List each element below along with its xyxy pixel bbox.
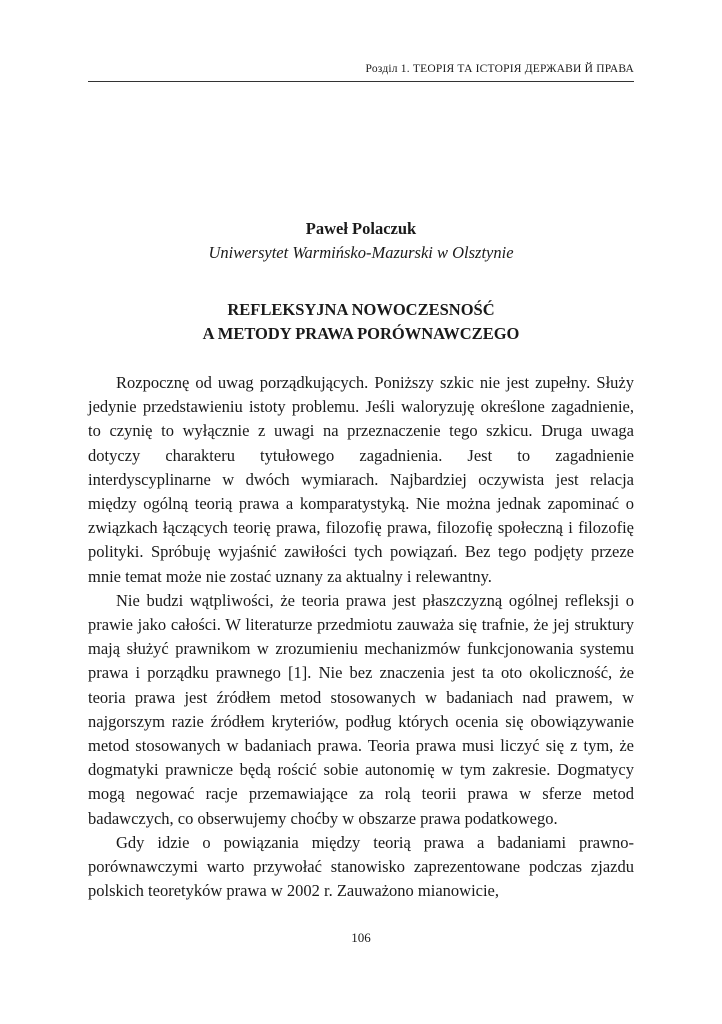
author-block — [88, 217, 634, 265]
paragraph-1: Rozpocznę od uwag porządkujących. Poniższy szkic nie jest zupełny. Służy jedynie przedstawieniu istoty problemu. Jeśli waloryzuję określone zagadnienie, to czynię to wyłącznie z uwagi na przeznaczenie tego szkicu. Druga uwaga dotyczy charakteru tytułowego zagadnienia. Jest to zagadnienie interdyscyplinarne w dwóch wymiarach. Najbardziej oczywista jest relacja między ogólną teorią prawa a komparatystyką. Nie można jednak zapominać o związkach łączących teorię prawa, filozofię prawa, filozofię społeczną i filozofię polityki. Spróbuję wyjaśnić zawiłości tych powiązań. Bez tego podjęty przeze mnie temat może nie zostać uznany za aktualny i relewantny. — [88, 373, 634, 586]
article-body — [88, 371, 634, 903]
title-line-1: REFLEKSYJNA NOWOCZESNOŚĆ — [227, 300, 495, 319]
paragraph-3: Gdy idzie o powiązania między teorią prawa a badaniami prawno-porównawczymi warto przywołać stanowisko zaprezentowane podczas zjazdu polskich teoretyków prawa w 2002 r. Zauważono mianowicie, — [88, 832, 634, 901]
author-affiliation: Uniwersytet Warmińsko-Mazurski w Olsztynie — [208, 243, 514, 262]
page-number: 106 — [351, 930, 371, 945]
article-title — [88, 298, 634, 346]
title-line-2: A METODY PRAWA PORÓWNAWCZEGO — [202, 324, 520, 343]
author-name: Paweł Polaczuk — [305, 219, 417, 238]
header-rule — [88, 81, 634, 82]
paragraph-2: Nie budzi wątpliwości, że teoria prawa jest płaszczyzną ogólnej refleksji o prawie jako całości. W literaturze przedmiotu zauważa się trafnie, że jej struktury mają służyć prawnikom w zrozumieniu mechanizmów funkcjonowania systemu prawa i porządku prawnego [1]. Nie bez znaczenia jest ta oto okoliczność, że teoria prawa jest źródłem metod stosowanych w badaniach nad prawem, w najgorszym razie źródłem kryteriów, podług których ocenia się obowiązywanie metod stosowanych w badaniach prawa. Teoria prawa musi liczyć się z tym, że dogmatyki prawnicze będą rościć sobie autonomię w tym zakresie. Dogmatycy mogą negować racje przemawiające za rolą teorii prawa w sferze metod badawczych, co obserwujemy choćby w obszarze prawa podatkowego. — [88, 590, 634, 828]
running-head: Розділ 1. ТЕОРІЯ ТА ІСТОРІЯ ДЕРЖАВИ Й ПРАВА — [365, 63, 634, 75]
